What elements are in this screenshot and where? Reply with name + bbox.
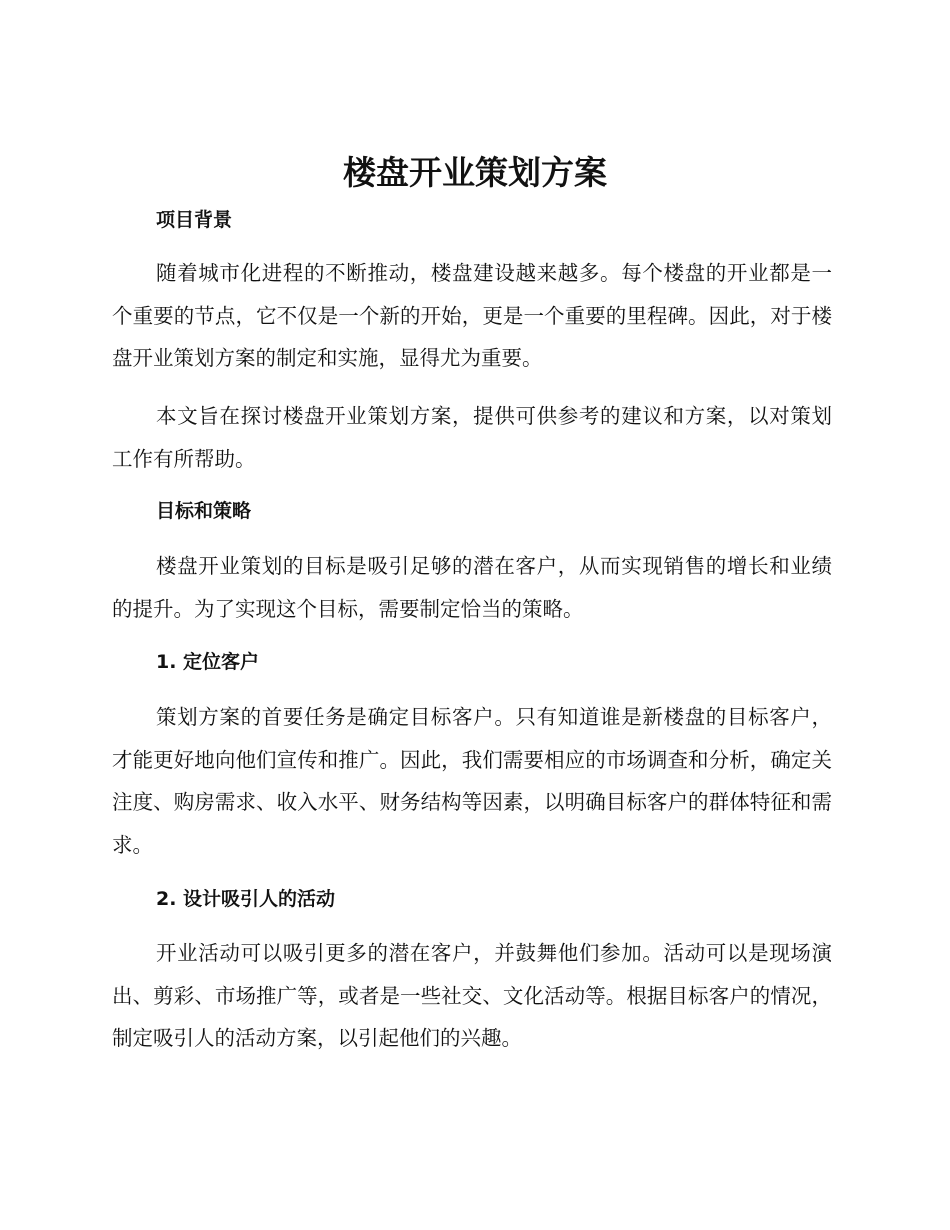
- paragraph-background-1: 随着城市化进程的不断推动，楼盘建设越来越多。每个楼盘的开业都是一个重要的节点，它不仅是一个新的开始，更是一个重要的里程碑。因此，对于楼盘开业策划方案的制定和实施，显得尤为重要。: [112, 261, 832, 370]
- paragraph-activities-1: 开业活动可以吸引更多的潜在客户，并鼓舞他们参加。活动可以是现场演出、剪彩、市场推广等，或者是一些社交、文化活动等。根据目标客户的情况，制定吸引人的活动方案，以引起他们的兴趣。: [112, 941, 832, 1050]
- section-heading-activities: 2. 设计吸引人的活动: [156, 888, 336, 910]
- paragraph-positioning-1: 策划方案的首要任务是确定目标客户。只有知道谁是新楼盘的目标客户，才能更好地向他们宣传和推广。因此，我们需要相应的市场调查和分析，确定关注度、购房需求、收入水平、财务结构等因素，以明确目标客户的群体特征和需求。: [112, 705, 832, 857]
- section-heading-positioning: 1. 定位客户: [156, 651, 260, 673]
- paragraph-goals-1: 楼盘开业策划的目标是吸引足够的潜在客户，从而实现销售的增长和业绩的提升。为了实现这个目标，需要制定恰当的策略。: [112, 554, 832, 621]
- paragraph-background-2: 本文旨在探讨楼盘开业策划方案，提供可供参考的建议和方案，以对策划工作有所帮助。: [112, 404, 832, 471]
- document-title: 楼盘开业策划方案: [343, 153, 607, 192]
- section-heading-goals: 目标和策略: [156, 500, 252, 522]
- section-heading-background: 项目背景: [156, 209, 233, 231]
